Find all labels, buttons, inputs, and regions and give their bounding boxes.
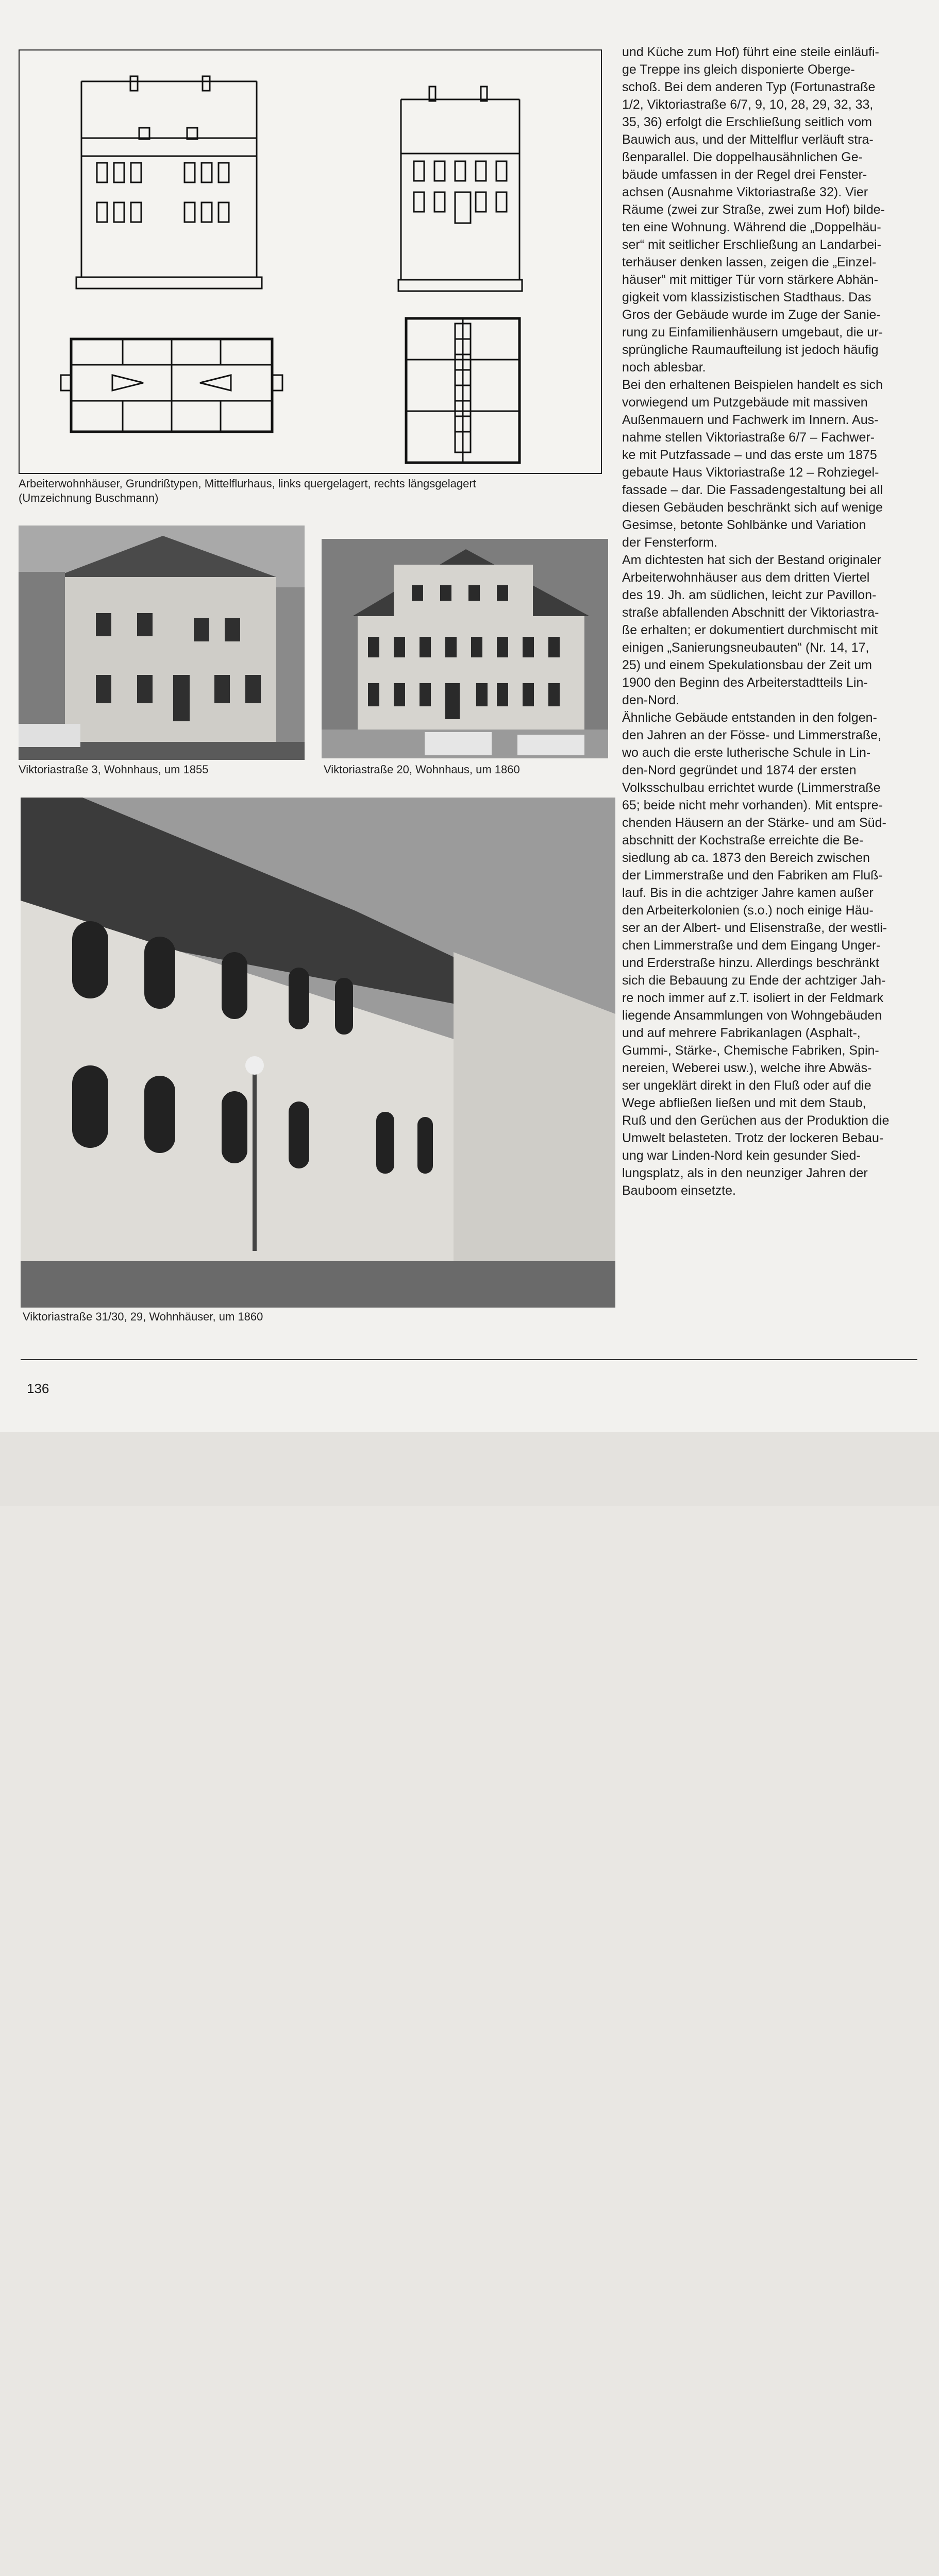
photo2-caption: Viktoriastraße 20, Wohnhaus, um 1860: [324, 763, 520, 776]
body-text-line: des 19. Jh. am südlichen, leicht zur Pavillon-: [622, 588, 877, 602]
photo3-caption: Viktoriastraße 31/30, 29, Wohnhäuser, um 1860: [23, 1310, 263, 1323]
body-text-line: ten eine Wohnung. Während die „Doppelhäu-: [622, 220, 881, 234]
body-text-line: 25) und einem Spekulationsbau der Zeit um: [622, 658, 873, 672]
body-text-line: Am dichtesten hat sich der Bestand originaler: [622, 553, 882, 567]
body-text-line: einigen „Sanierungsneubauten“ (Nr. 14, 17,: [622, 640, 869, 655]
body-text-line: und Küche zum Hof) führt eine steile einläufi-: [622, 45, 879, 59]
body-text-line: achsen (Ausnahme Viktoriastraße 32). Vier: [622, 185, 868, 199]
body-text-line: Umwelt belasteten. Trotz der lockeren Bebau-: [622, 1131, 884, 1145]
body-text-line: der Limmerstraße und den Fabriken am Fluß-: [622, 868, 883, 883]
body-text-line: ße erhalten; er dokumentiert durchmischt mit: [622, 623, 878, 637]
body-text-line: 1/2, Viktoriastraße 6/7, 9, 10, 28, 29, 32, 33,: [622, 97, 874, 112]
body-text-line: Gros der Gebäude wurde im Zuge der Sanie-: [622, 308, 881, 322]
body-text-line: ke mit Putzfassade – und das erste um 1875: [622, 448, 877, 462]
body-text-line: vorwiegend um Putzgebäude mit massiven: [622, 395, 868, 410]
photo-viktoriastrasse-3: [19, 526, 305, 760]
body-text-line: ung war Linden-Nord kein gesunder Sied-: [622, 1148, 861, 1163]
body-text-line: schoß. Bei dem anderen Typ (Fortunastraße: [622, 80, 876, 94]
body-text-line: Bauwich aus, und der Mittelflur verläuft stra-: [622, 132, 874, 147]
body-text-line: den-Nord gegründet und 1874 der ersten: [622, 763, 857, 777]
body-text-line: straße abfallenden Abschnitt der Viktoriastra-: [622, 605, 879, 620]
body-text-line: ser ungeklärt direkt in den Fluß oder auf die: [622, 1078, 871, 1093]
body-text-line: nereien, Weberei usw.), welche ihre Abwäs-: [622, 1061, 872, 1075]
body-text-line: chen Limmerstraße und dem Eingang Unger-: [622, 938, 881, 953]
body-text-line: Gesimse, betonte Sohlbänke und Variation: [622, 518, 866, 532]
body-text-line: der Fensterform.: [622, 535, 717, 550]
body-text-line: und Erderstraße hinzu. Allerdings beschränkt: [622, 956, 879, 970]
photo-house-illustration-2: [322, 539, 608, 758]
body-text-line: nahme stellen Viktoriastraße 6/7 – Fachwer-: [622, 430, 875, 445]
page-number: 136: [27, 1381, 49, 1396]
body-text-line: Ähnliche Gebäude entstanden in den folgen-: [622, 710, 877, 725]
body-text-line: ser“ mit seitlicher Erschließung an Landarbei-: [622, 238, 881, 252]
body-text-line: ßenparallel. Die doppelhausähnlichen Ge-: [622, 150, 863, 164]
footer-bar: [0, 1432, 939, 1506]
floor-plan-caption: [19, 477, 601, 505]
body-text-line: Wege abfließen ließen und mit dem Staub,: [622, 1096, 866, 1110]
body-text-line: 1900 den Beginn des Arbeiterstadtteils Lin-: [622, 675, 868, 690]
body-text-line: Volksschulbau errichtet wurde (Limmerstraße: [622, 781, 881, 795]
body-text-line: gigkeit vom klassizistischen Stadthaus. Das: [622, 290, 871, 304]
floor-plan-figure: [19, 49, 602, 474]
body-text-line: häuser“ mit mittiger Tür vorn stärkere Abhän-: [622, 273, 878, 287]
body-text-line: wo auch die erste lutherische Schule in Lin-: [622, 745, 871, 760]
body-text-line: den Jahren an der Fösse- und Limmerstraße,: [622, 728, 882, 742]
floor-plan-drawing: [20, 50, 601, 473]
body-text-line: Arbeiterwohnhäuser aus dem dritten Viertel: [622, 570, 870, 585]
bottom-rule: [21, 1359, 917, 1360]
photo-house-illustration-3: [21, 798, 615, 1308]
body-text-line: 65; beide nicht mehr vorhanden). Mit entspre-: [622, 798, 883, 812]
body-text-line: Ruß und den Gerüchen aus der Produktion die: [622, 1113, 890, 1128]
body-text-line: liegende Ansammlungen von Wohngebäuden: [622, 1008, 882, 1023]
body-text-line: ge Treppe ins gleich disponierte Oberge-: [622, 62, 855, 77]
body-text-line: terhäuser denken lassen, zeigen die „Einzel-: [622, 255, 877, 269]
body-text-line: bäude umfassen in der Regel drei Fenster-: [622, 167, 867, 182]
floor-plan-caption-line1: Arbeiterwohnhäuser, Grundrißtypen, Mittelflurhaus, links quergelagert, rechts längsgelagert: [19, 477, 476, 490]
body-text-line: Außenmauern und Fachwerk im Innern. Aus-: [622, 413, 879, 427]
body-text-line: sprüngliche Raumaufteilung ist jedoch häufig: [622, 343, 879, 357]
body-text-line: gebaute Haus Viktoriastraße 12 – Rohziegel-: [622, 465, 879, 480]
body-text-line: den Arbeiterkolonien (s.o.) noch einige Häu-: [622, 903, 874, 918]
body-text-line: re noch immer auf z.T. isoliert in der Feldmark: [622, 991, 884, 1005]
photo-viktoriastrasse-20: [322, 539, 608, 758]
floor-plan-caption-line2: (Umzeichnung Buschmann): [19, 492, 159, 504]
body-text-line: noch ablesbar.: [622, 360, 706, 375]
body-text-line: Gummi-, Stärke-, Chemische Fabriken, Spin-: [622, 1043, 879, 1058]
body-text-line: diesen Gebäuden beschränkt sich auf wenige: [622, 500, 883, 515]
body-text-line: lungsplatz, als in den neunziger Jahren der: [622, 1166, 868, 1180]
body-text-line: sich die Bebauung zu Ende der achtziger Jah-: [622, 973, 886, 988]
body-text-line: 35, 36) erfolgt die Erschließung seitlich vom: [622, 115, 872, 129]
body-text-line: siedlung ab ca. 1873 den Bereich zwischen: [622, 851, 870, 865]
body-text-line: den-Nord.: [622, 693, 680, 707]
photo-viktoriastrasse-31-30-29: [21, 798, 615, 1308]
body-text-line: fassade – dar. Die Fassadengestaltung bei all: [622, 483, 883, 497]
photo1-caption: Viktoriastraße 3, Wohnhaus, um 1855: [19, 763, 209, 776]
body-text-line: Bauboom einsetzte.: [622, 1183, 736, 1198]
body-text-line: und auf mehrere Fabrikanlagen (Asphalt-,: [622, 1026, 861, 1040]
body-text-line: lauf. Bis in die achtziger Jahre kamen außer: [622, 886, 874, 900]
photo-house-illustration-1: [19, 526, 305, 760]
body-text-column: [622, 43, 911, 1199]
body-text-line: rung zu Einfamilienhäusern umgebaut, die ur-: [622, 325, 883, 340]
body-text-line: ser an der Albert- und Elisenstraße, der westli-: [622, 921, 887, 935]
body-text-line: chenden Häusern an der Stärke- und am Süd-: [622, 816, 886, 830]
body-text-line: Räume (zwei zur Straße, zwei zum Hof) bilde-: [622, 202, 885, 217]
body-text-line: abschnitt der Kochstraße erreichte die Be-: [622, 833, 864, 848]
body-text-line: Bei den erhaltenen Beispielen handelt es sich: [622, 378, 883, 392]
